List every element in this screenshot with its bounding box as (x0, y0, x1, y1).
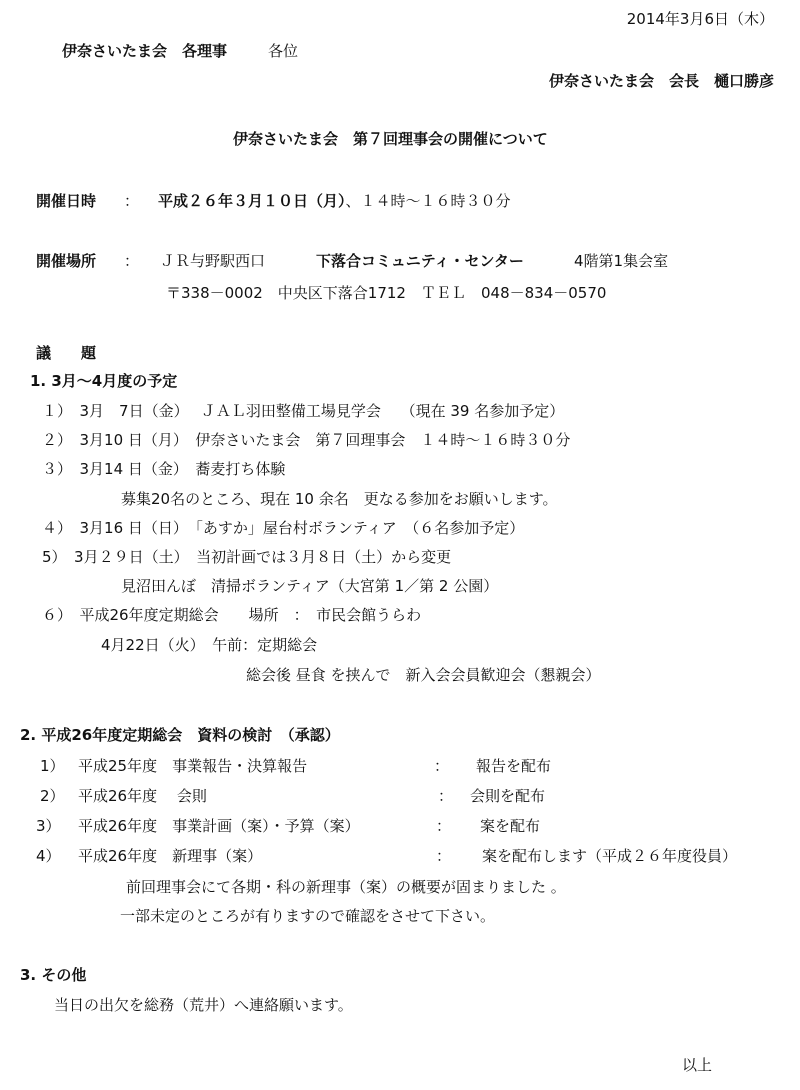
place-room: 4階第1集会室 (574, 252, 669, 270)
sender: 伊奈さいたま会 会長 樋口勝彦 (548, 72, 774, 90)
section1-line: ４） 3月16 日（日） 「あすか」屋台村ボランティア （６名参加予定） (42, 519, 525, 537)
item-number: 1） (40, 757, 65, 775)
section1-line: 見沼田んぼ 清掃ボランティア（大宮第 1／第 2 公園） (121, 577, 499, 595)
place-facility: 下落合コミュニティ・センター (316, 252, 524, 270)
datetime-label: 開催日時 (36, 192, 97, 210)
place-colon: ： (124, 252, 140, 270)
item-number: 4） (36, 847, 61, 865)
item-text: 平成26年度 会則 (78, 787, 207, 805)
place-station: ＪＲ与野駅西口 (160, 252, 266, 270)
item-colon: ： (436, 847, 452, 865)
section2-note: 前回理事会にて各期・科の新理事（案）の概要が固まりました 。 (126, 878, 566, 896)
item-colon: ： (434, 757, 450, 775)
item-text: 平成26年度 新理事（案） (78, 847, 263, 865)
datetime-time: 、１４時～１６時３０分 (345, 192, 511, 210)
section1-line: 4月22日（火） 午前：定期総会 (101, 636, 318, 654)
recipient-suffix: 各位 (268, 42, 299, 60)
item-colon: ： (436, 817, 452, 835)
datetime-value (158, 192, 511, 210)
section1-heading: 1. 3月～4月度の予定 (30, 372, 178, 390)
section3-text: 当日の出欠を総務（荒井）へ連絡願います。 (54, 996, 353, 1014)
datetime-date: 平成２６年３月１０日（月） (158, 192, 346, 210)
item-number: 2） (40, 787, 65, 805)
section1-line: 総会後 昼食 を挟んで 新入会会員歓迎会（懇親会） (246, 666, 601, 684)
section1-line: ３） 3月14 日（金） 蕎麦打ち体験 (42, 460, 286, 478)
document-date: 2014年3月6日（木） (626, 10, 774, 28)
item-result: 会則を配布 (470, 787, 546, 805)
section1-line: 募集20名のところ、現在 10 余名 更なる参加をお願いします。 (121, 490, 558, 508)
document-title: 伊奈さいたま会 第７回理事会の開催について (233, 130, 548, 148)
section3-heading: 3. その他 (20, 966, 87, 984)
section1-line: ２） 3月10 日（月） 伊奈さいたま会 第７回理事会 １４時～１６時３０分 (42, 431, 571, 449)
item-result: 報告を配布 (476, 757, 552, 775)
datetime-colon: ： (124, 192, 140, 210)
section1-line: ６） 平成26年度定期総会 場所 ： 市民会館うらわ (42, 606, 422, 624)
place-address: 〒338－0002 中央区下落合1712 ＴＥＬ 048－834－0570 (166, 284, 607, 302)
item-text: 平成25年度 事業報告・決算報告 (78, 757, 308, 775)
item-result: 案を配布 (480, 817, 541, 835)
item-result: 案を配布します（平成２６年度役員） (482, 847, 738, 865)
section1-line: 5） 3月２９日（土） 当初計画では３月８日（土）から変更 (42, 548, 452, 566)
place-label: 開催場所 (36, 252, 97, 270)
item-colon: ： (438, 787, 454, 805)
section2-note: 一部未定のところが有りますので確認をさせて下さい。 (120, 907, 496, 925)
item-text: 平成26年度 事業計画（案）・予算（案） (78, 817, 360, 835)
closing: 以上 (682, 1056, 713, 1074)
section2-heading: 2. 平成26年度定期総会 資料の検討 （承認） (20, 726, 340, 744)
section1-line: １） 3月 7日（金） ＪＡＬ羽田整備工場見学会 （現在 39 名参加予定） (42, 402, 565, 420)
recipient-org: 伊奈さいたま会 各理事 (62, 42, 228, 60)
item-number: 3） (36, 817, 61, 835)
agenda-heading: 議 題 (36, 344, 97, 362)
